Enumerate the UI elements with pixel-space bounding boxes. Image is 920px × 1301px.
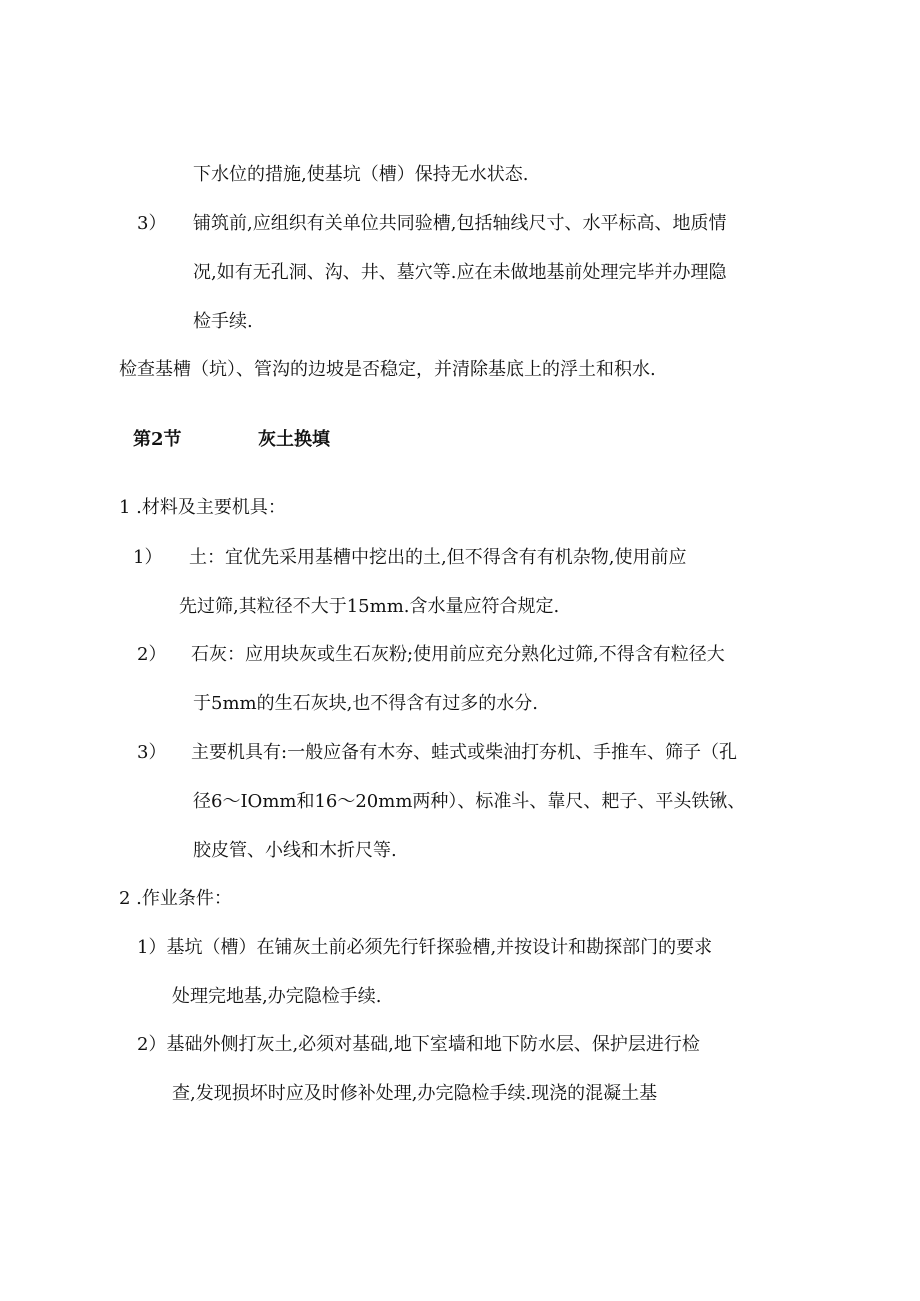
list-item-number: 2） [137,644,167,665]
list-item-text: 2）基础外侧打灰土,必须对基础,地下室墙和地下防水层、保护层进行检 [137,1034,700,1055]
list-item-text: 土：宜优先采用基槽中挖出的土,但不得含有有机杂物,使用前应 [189,547,687,568]
list-item-text: 处理完地基,办完隐检手续. [172,986,382,1007]
list-item-number: 3） [137,213,167,234]
list-item-text: 于5mm的生石灰块,也不得含有过多的水分. [193,693,539,714]
list-item-text: 胶皮管、小线和木折尺等. [193,840,397,861]
subsection-heading: 2 .作业条件： [119,888,232,909]
paragraph-continuation: 下水位的措施,使基坑（槽）保持无水状态. [193,164,529,185]
paragraph: 检查基槽（坑）、管沟的边坡是否稳定，并清除基底上的浮土和积水. [119,359,656,380]
section-number: 第2节 [133,429,182,450]
list-item-text: 查,发现损坏时应及时修补处理,办完隐检手续.现浇的混凝土基 [172,1083,658,1104]
list-item-text: 主要机具有:一般应备有木夯、蛙式或柴油打夯机、手推车、筛子（孔 [191,742,738,763]
section-title: 灰土换填 [258,429,330,450]
list-item-text: 况,如有无孔洞、沟、井、墓穴等.应在未做地基前处理完毕并办理隐 [193,262,727,283]
list-item-text: 1）基坑（槽）在铺灰土前必须先行钎探验槽,并按设计和勘探部门的要求 [137,937,713,958]
list-item-text: 先过筛,其粒径不大于15mm.含水量应符合规定. [179,596,560,617]
subsection-heading: 1 .材料及主要机具： [119,497,286,518]
list-item-number: 1） [133,547,163,568]
list-item-text: 径6～IOmm和16～20mm两种）、标准斗、靠尺、耙子、平头铁锹、 [193,791,746,812]
list-item-text: 石灰：应用块灰或生石灰粉;使用前应充分熟化过筛,不得含有粒径大 [191,644,725,665]
list-item-number: 3） [137,742,167,763]
list-item-text: 铺筑前,应组织有关单位共同验槽,包括轴线尺寸、水平标高、地质情 [193,213,727,234]
list-item-text: 检手续. [193,311,253,332]
